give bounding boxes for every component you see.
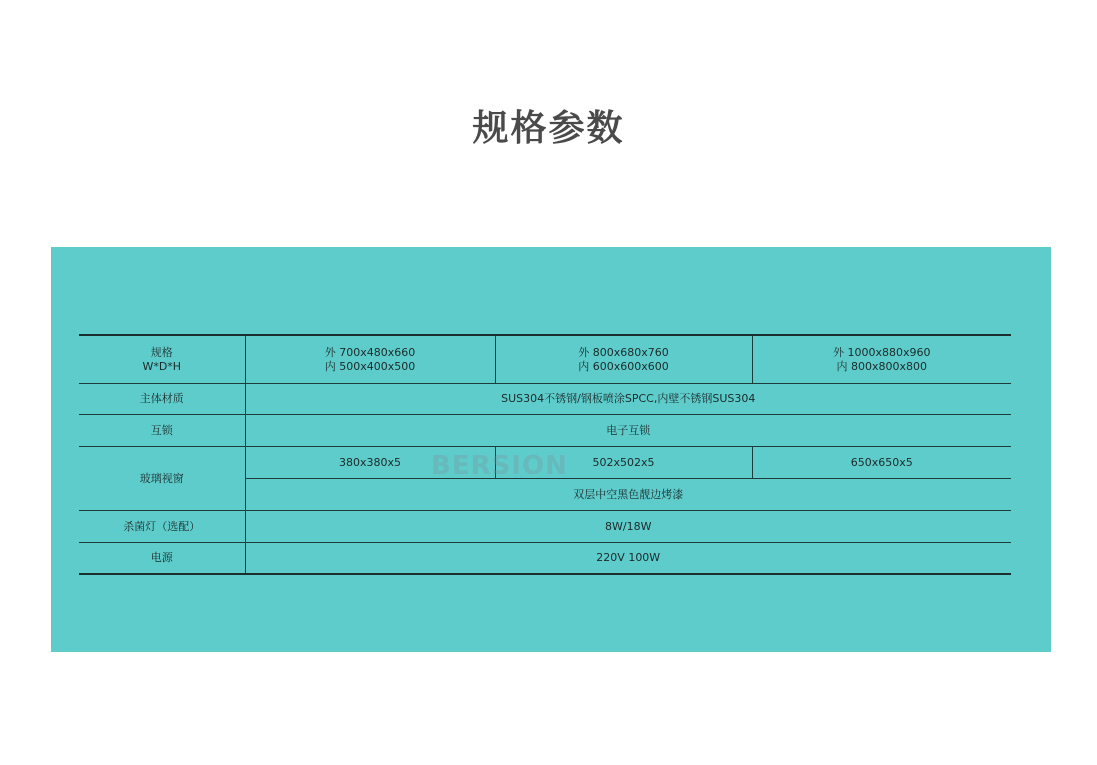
spec-cell-3 — [752, 335, 1011, 384]
power-value: 220V 100W — [245, 543, 1011, 575]
inner-size: 内 500x400x500 — [324, 359, 416, 373]
spec-cell-1 — [245, 335, 495, 384]
outer-size: 外 800x680x760 — [578, 345, 669, 359]
table-row-uv-lamp — [79, 511, 1011, 543]
material-value: SUS304不锈钢/钢板喷涂SPCC,内壁不锈钢SUS304 — [245, 384, 1011, 415]
window-size-3: 650x650x5 — [752, 447, 1011, 479]
spec-label-line2: W*D*H — [142, 359, 182, 373]
table-row-power — [79, 543, 1011, 575]
row-label-spec — [79, 335, 245, 384]
window-size-2: 502x502x5 — [495, 447, 752, 479]
uv-lamp-value: 8W/18W — [245, 511, 1011, 543]
table-row-window-sizes — [79, 447, 1011, 479]
inner-size: 内 600x600x600 — [578, 359, 669, 373]
spec-panel — [51, 247, 1051, 652]
row-label-material: 主体材质 — [79, 384, 245, 415]
spec-table — [79, 334, 1011, 575]
window-size-1: 380x380x5 — [245, 447, 495, 479]
row-label-lock: 互锁 — [79, 415, 245, 447]
window-note: 双层中空黑色靓边烤漆 — [245, 479, 1011, 511]
row-label-window: 玻璃视窗 — [79, 447, 245, 511]
page-title: 规格参数 — [472, 108, 625, 149]
table-row-spec — [79, 335, 1011, 384]
outer-size: 外 1000x880x960 — [832, 345, 931, 359]
spec-label-line1: 规格 — [150, 345, 173, 359]
inner-size: 内 800x800x800 — [836, 359, 927, 373]
lock-value: 电子互锁 — [245, 415, 1011, 447]
outer-size: 外 700x480x660 — [324, 345, 416, 359]
watermark-logo: BERSION — [431, 451, 568, 481]
row-label-uv-lamp: 杀菌灯（选配） — [79, 511, 245, 543]
table-row-lock — [79, 415, 1011, 447]
table-row-material — [79, 384, 1011, 415]
row-label-power: 电源 — [79, 543, 245, 575]
spec-cell-2 — [495, 335, 752, 384]
